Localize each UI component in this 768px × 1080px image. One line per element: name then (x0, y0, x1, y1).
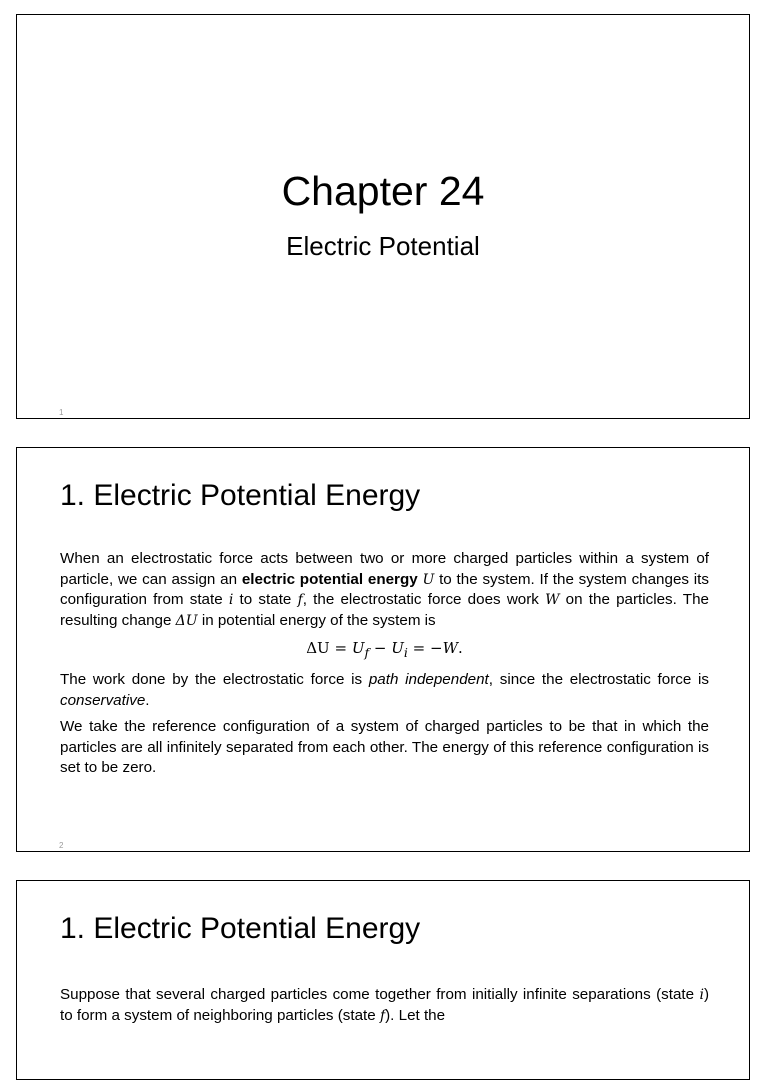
text-run: to state (233, 591, 298, 608)
text-run: The work done by the electrostatic force is (60, 671, 369, 688)
slide-number: 1 (59, 408, 64, 417)
eq-operator: = (329, 639, 352, 657)
eq-term: U (391, 639, 404, 657)
eq-subscript: f (364, 645, 370, 660)
text-run: on the particles. The resulting change (60, 591, 709, 629)
paragraph (60, 985, 709, 1026)
slide-body (60, 985, 709, 1032)
text-run: . (145, 691, 150, 709)
eq-term: U (351, 639, 365, 657)
slide-body (60, 549, 709, 785)
equation (60, 637, 709, 664)
math-symbol: f (379, 1007, 386, 1024)
text-run: Suppose that several charged particles come together from initially infinite separations (state (60, 986, 700, 1003)
text-run: ). Let the (385, 1006, 446, 1024)
eq-subscript: i (403, 645, 408, 660)
slide-heading: 1. Electric Potential Energy (60, 912, 421, 945)
slide-heading: 1. Electric Potential Energy (60, 479, 421, 512)
math-symbol: ΔU (175, 612, 198, 629)
text-run: to the system. If the system changes its configuration from state (60, 570, 709, 608)
eq-term: W (442, 639, 458, 657)
paragraph: We take the reference configuration of a system of charged particles to be that in which the particles are all infinitely separated from each other. The energy of this reference configuration is set to be zero. (60, 718, 709, 776)
slide-title: Chapter 24 (281, 168, 485, 214)
text-run: , since the electrostatic force is (488, 671, 709, 688)
math-symbol: i (699, 987, 704, 1003)
eq-operator: = − (407, 639, 443, 657)
paragraph (60, 670, 709, 711)
slide-3 (16, 880, 750, 1080)
slide-subtitle: Electric Potential (286, 231, 480, 261)
text-run: When an electrostatic force acts between two or more charged particles within a system of particle, we can assign an (60, 550, 709, 588)
eq-lhs: ΔU (306, 639, 330, 657)
math-symbol: W (545, 592, 560, 608)
text-run: , the electrostatic force does work (302, 591, 546, 608)
eq-period: . (457, 639, 463, 657)
math-symbol: i (228, 592, 234, 608)
slide-1 (16, 14, 750, 419)
italic-term: path independent (368, 671, 489, 688)
text-run: in potential energy of the system is (197, 611, 436, 629)
slide-2 (16, 447, 750, 852)
slide-number: 2 (59, 841, 64, 850)
paragraph (60, 549, 709, 631)
italic-term: conservative (60, 691, 146, 709)
text-run: ) to form a system of neighboring particles (state (60, 986, 709, 1024)
math-symbol: f (297, 592, 303, 608)
eq-operator: − (369, 639, 392, 657)
bold-term: electric potential energy (241, 570, 418, 588)
math-symbol: U (422, 571, 435, 588)
